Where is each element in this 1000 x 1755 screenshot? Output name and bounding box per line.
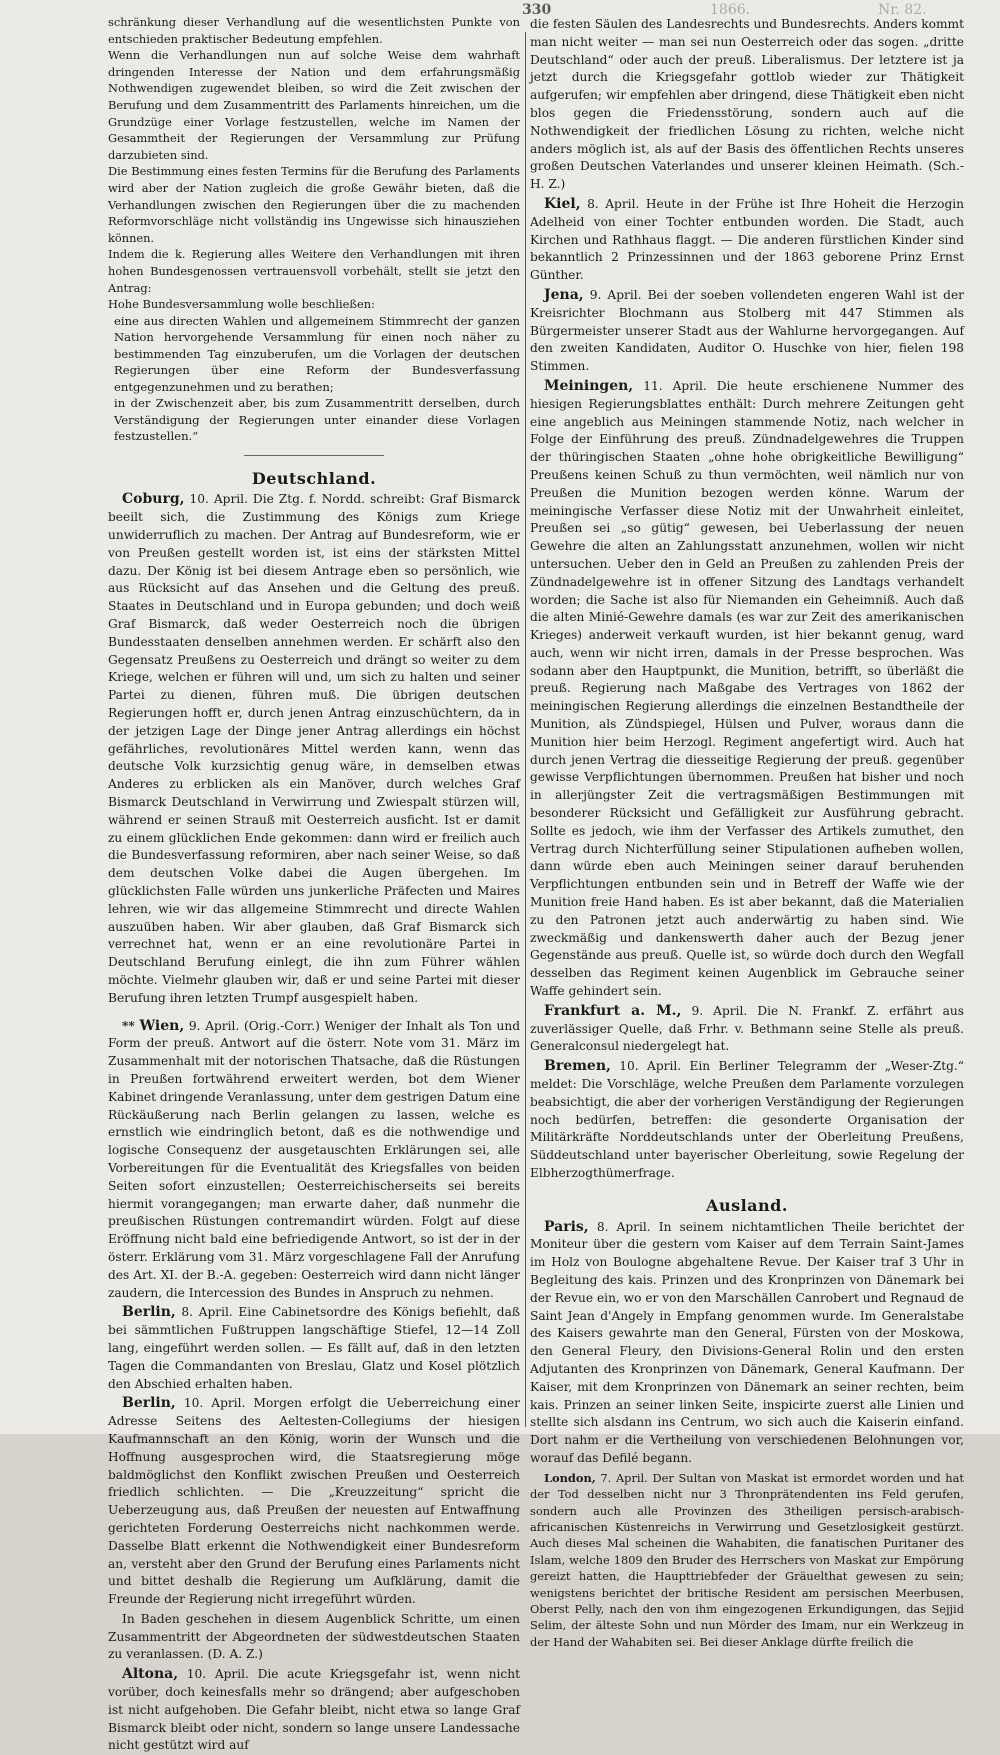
article-text: 10. April. Ein Berliner Telegramm der „Weser-Ztg.“ meldet: Die Vorschläge, welche Preußen dem Parlamente vorzulegen beabsichtigt, die aber der vorherigen Verständigung der Regierungen noch bedürfen, betreffen: die gesonderte Organisation der Militärkräfte Norddeutschlands unter der Oberleitung Preußens, Süddeutschland unter bayerischer Oberleitung, sowie Regelung der Elbherzogthümerfrage. bbox=[530, 1059, 965, 1180]
intro-paragraph: Hohe Bundesversammlung wolle beschließen: bbox=[108, 297, 375, 312]
dateline-place: Kiel, bbox=[544, 195, 581, 212]
article-text: 9. April. Die N. Frankf. Z. erfährt aus zuverlässiger Quelle, daß Frhr. v. Bethmann seine Stelle als preuß. Generalconsul niedergelegt hat. bbox=[530, 1003, 964, 1054]
header-issue-number: Nr. 82. bbox=[878, 2, 927, 18]
intro-paragraph: Wenn die Verhandlungen nun auf solche Weise dem wahrhaft dringenden Interesse der Nation und dem erfahrungsmäßig Nothwendigen zugewendet bleiben, so wird die Zeit zwischen der Berufung und dem Zusammentritt des Parlaments hinreichen, um die Grundzüge einer Vorlage festzustellen, welche im Namen der Gesammtheit der Regierungen der Versammlung zur Prüfung darzubieten sind. bbox=[108, 48, 520, 162]
article-text: 8. April. In seinem nichtamtlichen Theile berichtet der Moniteur über die gestern vom Kaiser auf dem Terrain Saint-James im Holz von Boulogne abgehaltene Revue. Der Kaiser traf 3 Uhr in Begleitung des kais. Prinzen und des Kronprinzen von Dänemark bei der Revue ein, wo er von den Marschällen Canrobert und Regnaud de Saint Jean d'Angely in Empfang genommen wurde. Im Generalstabe des Kaisers gewahrte man den General, Fürsten von der Moskowa, den General Fleury, den Divisions-General Rolin und den ersten Adjutanten des Kronprinzen von Dänemark, General Kaufmann. Der Kaiser, mit dem Kronprinzen von Dänemark an seiner rechten, beim kais. Prinzen an seiner linken Seite, inspicirte zuerst alle Linien und stellte sich alsdann ins Centrum, wo sich auch die Kaiserin einfand. Dort nahm er die Vertheilung von verschiedenen Belohnungen vor, worauf das Defilé begann. bbox=[530, 1219, 965, 1465]
article-berlin-2 bbox=[108, 1395, 520, 1609]
section-title-ausland: Ausland. bbox=[706, 1195, 788, 1215]
dateline-place: London, bbox=[544, 1470, 596, 1485]
intro-paragraph: schränkung dieser Verhandlung auf die wesentlichsten Punkte von entschieden praktischer Bedeutung empfehlen. bbox=[108, 15, 520, 46]
intro-paragraph: Die Bestimmung eines festen Termins für die Berufung des Parlaments wird aber der Nation zugleich die große Gewähr bieten, daß die Verhandlungen zwischen den Regierungen über die zu machenden Reformvorschläge nicht vollständig ins Ungewisse sich hinausziehen können. bbox=[108, 164, 520, 245]
column-divider bbox=[525, 32, 526, 1427]
article-text: 7. April. Der Sultan von Maskat ist ermordet worden und hat der Tod desselben nicht nur 3 Thronprätendenten ins Feld gerufen, sondern auch alle Provinzen des 3theiligen persisch-arabisch-africanischen Küstenreichs in Verwirrung und Gesetzlosigkeit gestürzt. Auch dieses Mal scheinen die Wahabiten, die fanatischen Puritaner des Islam, welche 1809 den Bruder des Herrschers von Maskat zur Empörung gereizt hatten, die Haupttriebfeder der Gräuelthat gewesen zu sein; wenigstens berichtet der britische Resident am persischen Meerbusen, Oberst Pelly, nach den von ihm eingezogenen Erkundigungen, das Sejjid Selim, der älteste Sohn und nun Mörder des Imam, nur ein Werkzeug in der Hand der Wahabiten sei. Bei dieser Anklage dürfte freilich die bbox=[530, 1470, 964, 1649]
article-text: die festen Säulen des Landesrechts und Bundesrechts. Anders kommt man nicht weiter — man sei nun Oesterreich oder das sogen. „dritte Deutschland“ oder auch der preuß. Liberalismus. Der letztere ist ja jetzt durch die Kriegsgefahr gottlob wieder zur Thätigkeit aufgerufen; wir empfehlen aber dringend, diese Thätigkeit eben nicht blos gegen die Friedensstörung, sondern auch auf die Nothwendigkeit der friedlichen Lösung zu richten, welche nicht anders möglich ist, als auf der Basis des öffentlichen Rechts unseres großen Deutschen Vaterlandes und unserer kleinen Heimath. (Sch.-H. Z.) bbox=[530, 17, 964, 192]
article-text: In Baden geschehen in diesem Augenblick Schritte, um einen Zusammentritt der Abgeordneten der südwestdeutschen Staaten zu veranlassen. (D. A. Z.) bbox=[108, 1611, 520, 1662]
left-column bbox=[108, 14, 521, 1753]
article-coburg bbox=[108, 491, 520, 1007]
article-london bbox=[530, 1470, 964, 1650]
article-text: 8. April. Heute in der Frühe ist Ihre Hoheit die Herzogin Adelheid von einer Tochter entbunden worden. Die Stadt, auch Kirchen und Rathhaus flaggt. — Die anderen fürstlichen Kinder sind bekanntlich 2 Prinzessinnen und der 1863 geborene Prinz Ernst Günther. bbox=[530, 196, 964, 283]
article-text: 8. April. Eine Cabinetsordre des Königs befiehlt, daß bei sämmtlichen Fußtruppen langschäftige Stiefel, 12—14 Zoll lang, eingeführt werden sollen. — Es fällt auf, daß in den letzten Tagen die Commandanten von Breslau, Glatz und Kosel plötzlich den Abschied erhalten haben. bbox=[108, 1305, 521, 1391]
header-year: 1866. bbox=[710, 2, 751, 18]
section-title-deutschland: Deutschland. bbox=[251, 468, 377, 488]
dateline-place: Altona, bbox=[122, 1666, 179, 1683]
page-number: 330 bbox=[522, 2, 552, 18]
motion-quote: eine aus directen Wahlen und allgemeinem Stimmrecht der ganzen Nation hervorgehende Versammlung für einen noch näher zu bestimmenden Tag einzuberufen, um die Vorlagen der deutschen Regierungen über eine Reform der Bundesverfassung entgegenzunehmen und zu berathen; bbox=[114, 313, 520, 394]
dateline-place: Wien, bbox=[139, 1017, 185, 1034]
dateline-place: Berlin, bbox=[122, 1395, 176, 1412]
dateline-place: Bremen, bbox=[544, 1058, 611, 1075]
article-frankfurt bbox=[530, 1003, 964, 1056]
article-bremen bbox=[530, 1058, 964, 1183]
article-text: 10. April. Morgen erfolgt die Ueberreichung einer Adresse Seitens des Aeltesten-Collegiums der hiesigen Kaufmannschaft an den König, worin der Wunsch und die Hoffnung ausgesprochen wird, die Staatsregierung möge baldmöglichst den Konflikt zwischen Preußen und Oesterreich friedlich schlichten. — Die „Kreuzzeitung“ spricht die Ueberzeugung aus, daß Preußen der neuesten auf Entwaffnung gerichteten Forderung Oesterreichs nicht nachkommen werde. Dasselbe Blatt erkennt die Nothwendigkeit einer Bundesreform an, versteht aber den Grund der Berufung eines Parlaments nicht und bittet deshalb die Regierung um Aufklärung, damit die Freunde der Regierung nicht irregeführt würden. bbox=[108, 1396, 521, 1607]
article-text: 10. April. Die acute Kriegsgefahr ist, wenn nicht vorüber, doch keinesfalls mehr so drängend; aber aufgeschoben ist nicht aufgehoben. Die Gefahr bleibt, nicht etwa so lange Graf Bismarck bleibt oder nicht, sondern so lange unsere Landessache nicht gestützt wird auf bbox=[108, 1667, 521, 1753]
motion-quote: in der Zwischenzeit aber, bis zum Zusammentritt derselben, durch Verständigung der Regierungen unter einander diese Vorlagen festzustellen.“ bbox=[114, 396, 520, 444]
columns bbox=[0, 14, 1000, 1753]
section-divider bbox=[244, 455, 384, 456]
article-continuation bbox=[530, 16, 964, 194]
article-altona bbox=[108, 1666, 520, 1755]
article-berlin-1 bbox=[108, 1304, 520, 1393]
dateline-place: Paris, bbox=[544, 1218, 589, 1235]
dateline-place: Jena, bbox=[544, 286, 584, 303]
article-text: 9. April. (Orig.-Corr.) Weniger der Inhalt als Ton und Form der preuß. Antwort auf die österr. Note vom 31. März im Zusammenhalt mit der notorischen Thatsache, daß die Rüstungen in Preußen fortwährend erweitert werden, bot dem Wiener Kabinet dringende Veranlassung, unter dem gestrigen Datum eine Rückäußerung nach Berlin gelangen zu lassen, welche es ernstlich wie eindringlich betont, daß es die nothwendige und logische Consequenz der ausgetauschten Erklärungen sei, alle Vorbereitungen für die Eventualität des Kriegsfalles von beiden Seiten sofort einzustellen; Oesterreichischerseits sei bereits hiermit vorangegangen; man erwarte daher, daß nunmehr die preußischen Rüstungen contremandirt würden. Folgt auf diese Eröffnung nicht bald eine befriedigende Antwort, so ist der in der österr. Erklärung vom 31. März vorgeschlagene Fall der Anrufung des Art. XI. der B.-A. gegeben: Oesterreich wird dann nicht länger zaudern, die Intercession des Bundes in Anspruch zu nehmen. bbox=[108, 1018, 520, 1300]
article-paris bbox=[530, 1219, 964, 1468]
article-text: 10. April. Die Ztg. f. Nordd. schreibt: Graf Bismarck beeilt sich, die Zustimmung des Königs zum Kriege unwiderruflich zu machen. Der Antrag auf Bundesreform, wie er von Preußen gestellt worden ist, ist eins der stärksten Mittel dazu. Der König ist bei diesem Antrage eben so persönlich, wie aus Rücksicht auf das Ansehen und die Geltung des preuß. Staates in Deutschland und in Europa gebunden; und doch weiß Graf Bismarck, daß weder Oesterreich noch die übrigen Bundesstaaten denselben annehmen werden. Er schärft also den Gegensatz Preußens zu Oesterreich und drängt so weiter zu dem Kriege, welchen er führen will und, um sich zu halten und seiner Partei zu dienen, führen muß. Die übrigen deutschen Regierungen hofft er, durch jenen Antrag einzuschüchtern, da in der jetzigen Lage der Dinge jener Antrag allerdings ein höchst gefährliches, revolutionäres Mittel werden kann, wenn das deutsche Volk kurzsichtig genug wäre, in demselben etwas Anderes zu erblicken als ein Manöver, durch welches Graf Bismarck Deutschland in Verwirrung und Zwiespalt stürzen will, während er seinen Strauß mit Oesterreich ausficht. Ist er damit zu einem glücklichen Ende gekommen: dann wird er freilich auch die Bundesverfassung reformiren, aber nach seiner Weise, so daß dem deutschen Volke dabei die Augen übergehen. Im glücklichsten Falle würden uns junkerliche Präfecten und Maires lehren, wie wir das allgemeine Stimmrecht und directe Wahlen auszuüben haben. Wir aber glauben, daß Graf Bismarck sich verrechnet hat, wenn er an eine revolutionäre Partei in Deutschland Berufung einlegt, die ihn zum Führer wählen möchte. Vielmehr glauben wir, daß er und seine Partei mit dieser Berufung ihren letzten Trumpf ausgespielt haben. bbox=[108, 492, 520, 1005]
article-marker: ** bbox=[122, 1018, 135, 1033]
article-meiningen bbox=[530, 378, 964, 1001]
article-text: 9. April. Bei der soeben vollendeten engeren Wahl ist der Kreisrichter Blochmann aus Stolberg mit 447 Stimmen als Bürgermeister unserer Stadt aus der Wahlurne hervorgegangen. Auf den zweiten Kandidaten, Auditor O. Huschke von hier, fielen 198 Stimmen. bbox=[530, 287, 965, 374]
right-column bbox=[530, 14, 965, 1649]
article-baden bbox=[108, 1611, 520, 1664]
dateline-place: Meiningen, bbox=[544, 377, 634, 394]
intro-paragraph: Indem die k. Regierung alles Weitere den Verhandlungen mit ihren hohen Bundesgenossen vertrauensvoll vorbehält, stellt sie jetzt den Antrag: bbox=[108, 247, 520, 295]
intro-block bbox=[108, 14, 520, 445]
article-text: 11. April. Die heute erschienene Nummer des hiesigen Regierungsblattes enthält: Durch mehrere Zeitungen geht eine angeblich aus Meiningen stammende Notiz, nach welcher in Folge der Einführung des preuß. Zündnadelgewehres die Truppen der thüringischen Staaten „ohne hohe obrigkeitliche Bewilligung“ Preußens keinen Schuß zu thun vermöchten, weil nämlich nur von Preußen die Munition bezogen werden könne. Warum der meiningische Verfasser diese Notiz mit der Unwahrheit einleitet, Preußen sei „so gütig“ gewesen, bei Ueberlassung der neuen Gewehre die alten an Zahlungsstatt anzunehmen, wollen wir nicht untersuchen. Ueber den in Geld an Preußen zu zahlenden Preis der Zündnadelgewehre ist in offener Sitzung des Landtags verhandelt worden; die Sache ist also für Niemanden ein Geheimniß. Auch daß die alten Minié-Gewehre damals (es war zur Zeit des amerikanischen Krieges) anderweit verkauft wurden, ist hier bekannt genug, ward auch, wenn wir nicht irren, damals in der Presse besprochen. Was sodann aber den Hauptpunkt, die Munition, betrifft, so überläßt die preuß. Regierung nach Maßgabe des Vertrages von 1862 der meiningischen Regierung allerdings die einzelnen Bestandtheile der Munition, als Zündspiegel, Hülsen und Pulver, woraus dann die Munition hier beim Herzogl. Regiment angefertigt wird. Auch hat durch jenen Vertrag die diesseitige Regierung der preuß. gegenüber gewisse Verpflichtungen übernommen. Preußen hat bisher und noch in allerjüngster Zeit die vertragsmäßigen Bestimmungen mit besonderer Rücksicht und Gefälligkeit zur Ausführung gebracht. Sollte es jedoch, wie ihm der Verfasser des Artikels zumuthet, den Vertrag durch Nichterfüllung seiner Stipulationen aufheben wollen, dann würde eben auch Meiningen seiner darauf beruhenden Verpflichtungen entbunden sein und in Betreff der Waffe wie der Munition freie Hand haben. Es ist aber bekannt, daß die Materialien zu den Patronen jetzt auch anderwärtig zu haben sind. Wie zweckmäßig und dankenswerth daher auch der Bezug jener Gegenstände aus preuß. Quelle ist, so würde doch durch den Wegfall desselben das Regiment keinen Augenblick im Gebrauche seiner Waffe gehindert sein. bbox=[530, 378, 964, 999]
article-wien bbox=[108, 1018, 520, 1303]
dateline-place: Frankfurt a. M., bbox=[544, 1002, 682, 1019]
dateline-place: Berlin, bbox=[122, 1304, 176, 1321]
article-kiel bbox=[530, 196, 964, 285]
article-jena bbox=[530, 287, 964, 376]
dateline-place: Coburg, bbox=[122, 491, 185, 508]
